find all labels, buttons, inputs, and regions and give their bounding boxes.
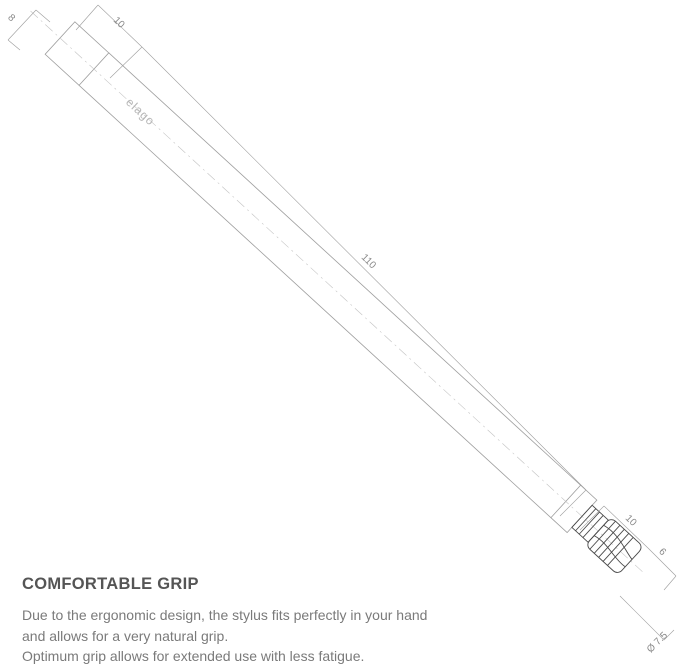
caption-block (22, 573, 542, 667)
dim-body-length: 110 (358, 252, 378, 272)
caption-title: COMFORTABLE GRIP (22, 575, 199, 593)
dim-tip-length: 10 (622, 512, 639, 529)
caption-line-1: Due to the ergonomic design, the stylus fits perfectly in your hand (22, 607, 428, 623)
caption-line-3: Optimum grip allows for extended use with less fatigue. (22, 648, 365, 664)
stylus-outline (16, 0, 658, 588)
brand-mark: elago (123, 94, 158, 129)
stylus-center-axis (31, 11, 643, 572)
tip-collar (572, 505, 608, 542)
dimension-lines (8, 5, 676, 640)
stylus-body-edge-bottom (79, 85, 551, 517)
dim-cap-length: 10 (110, 14, 127, 31)
dim-tip-diameter: Ø 7.5 (644, 630, 671, 656)
dim-cap-diameter: 8 (5, 12, 17, 25)
caption-line-2: and allows for a very natural grip. (22, 627, 229, 644)
stylus-body-edge-top (109, 53, 581, 485)
dim-tip-width: 6 (656, 546, 668, 559)
